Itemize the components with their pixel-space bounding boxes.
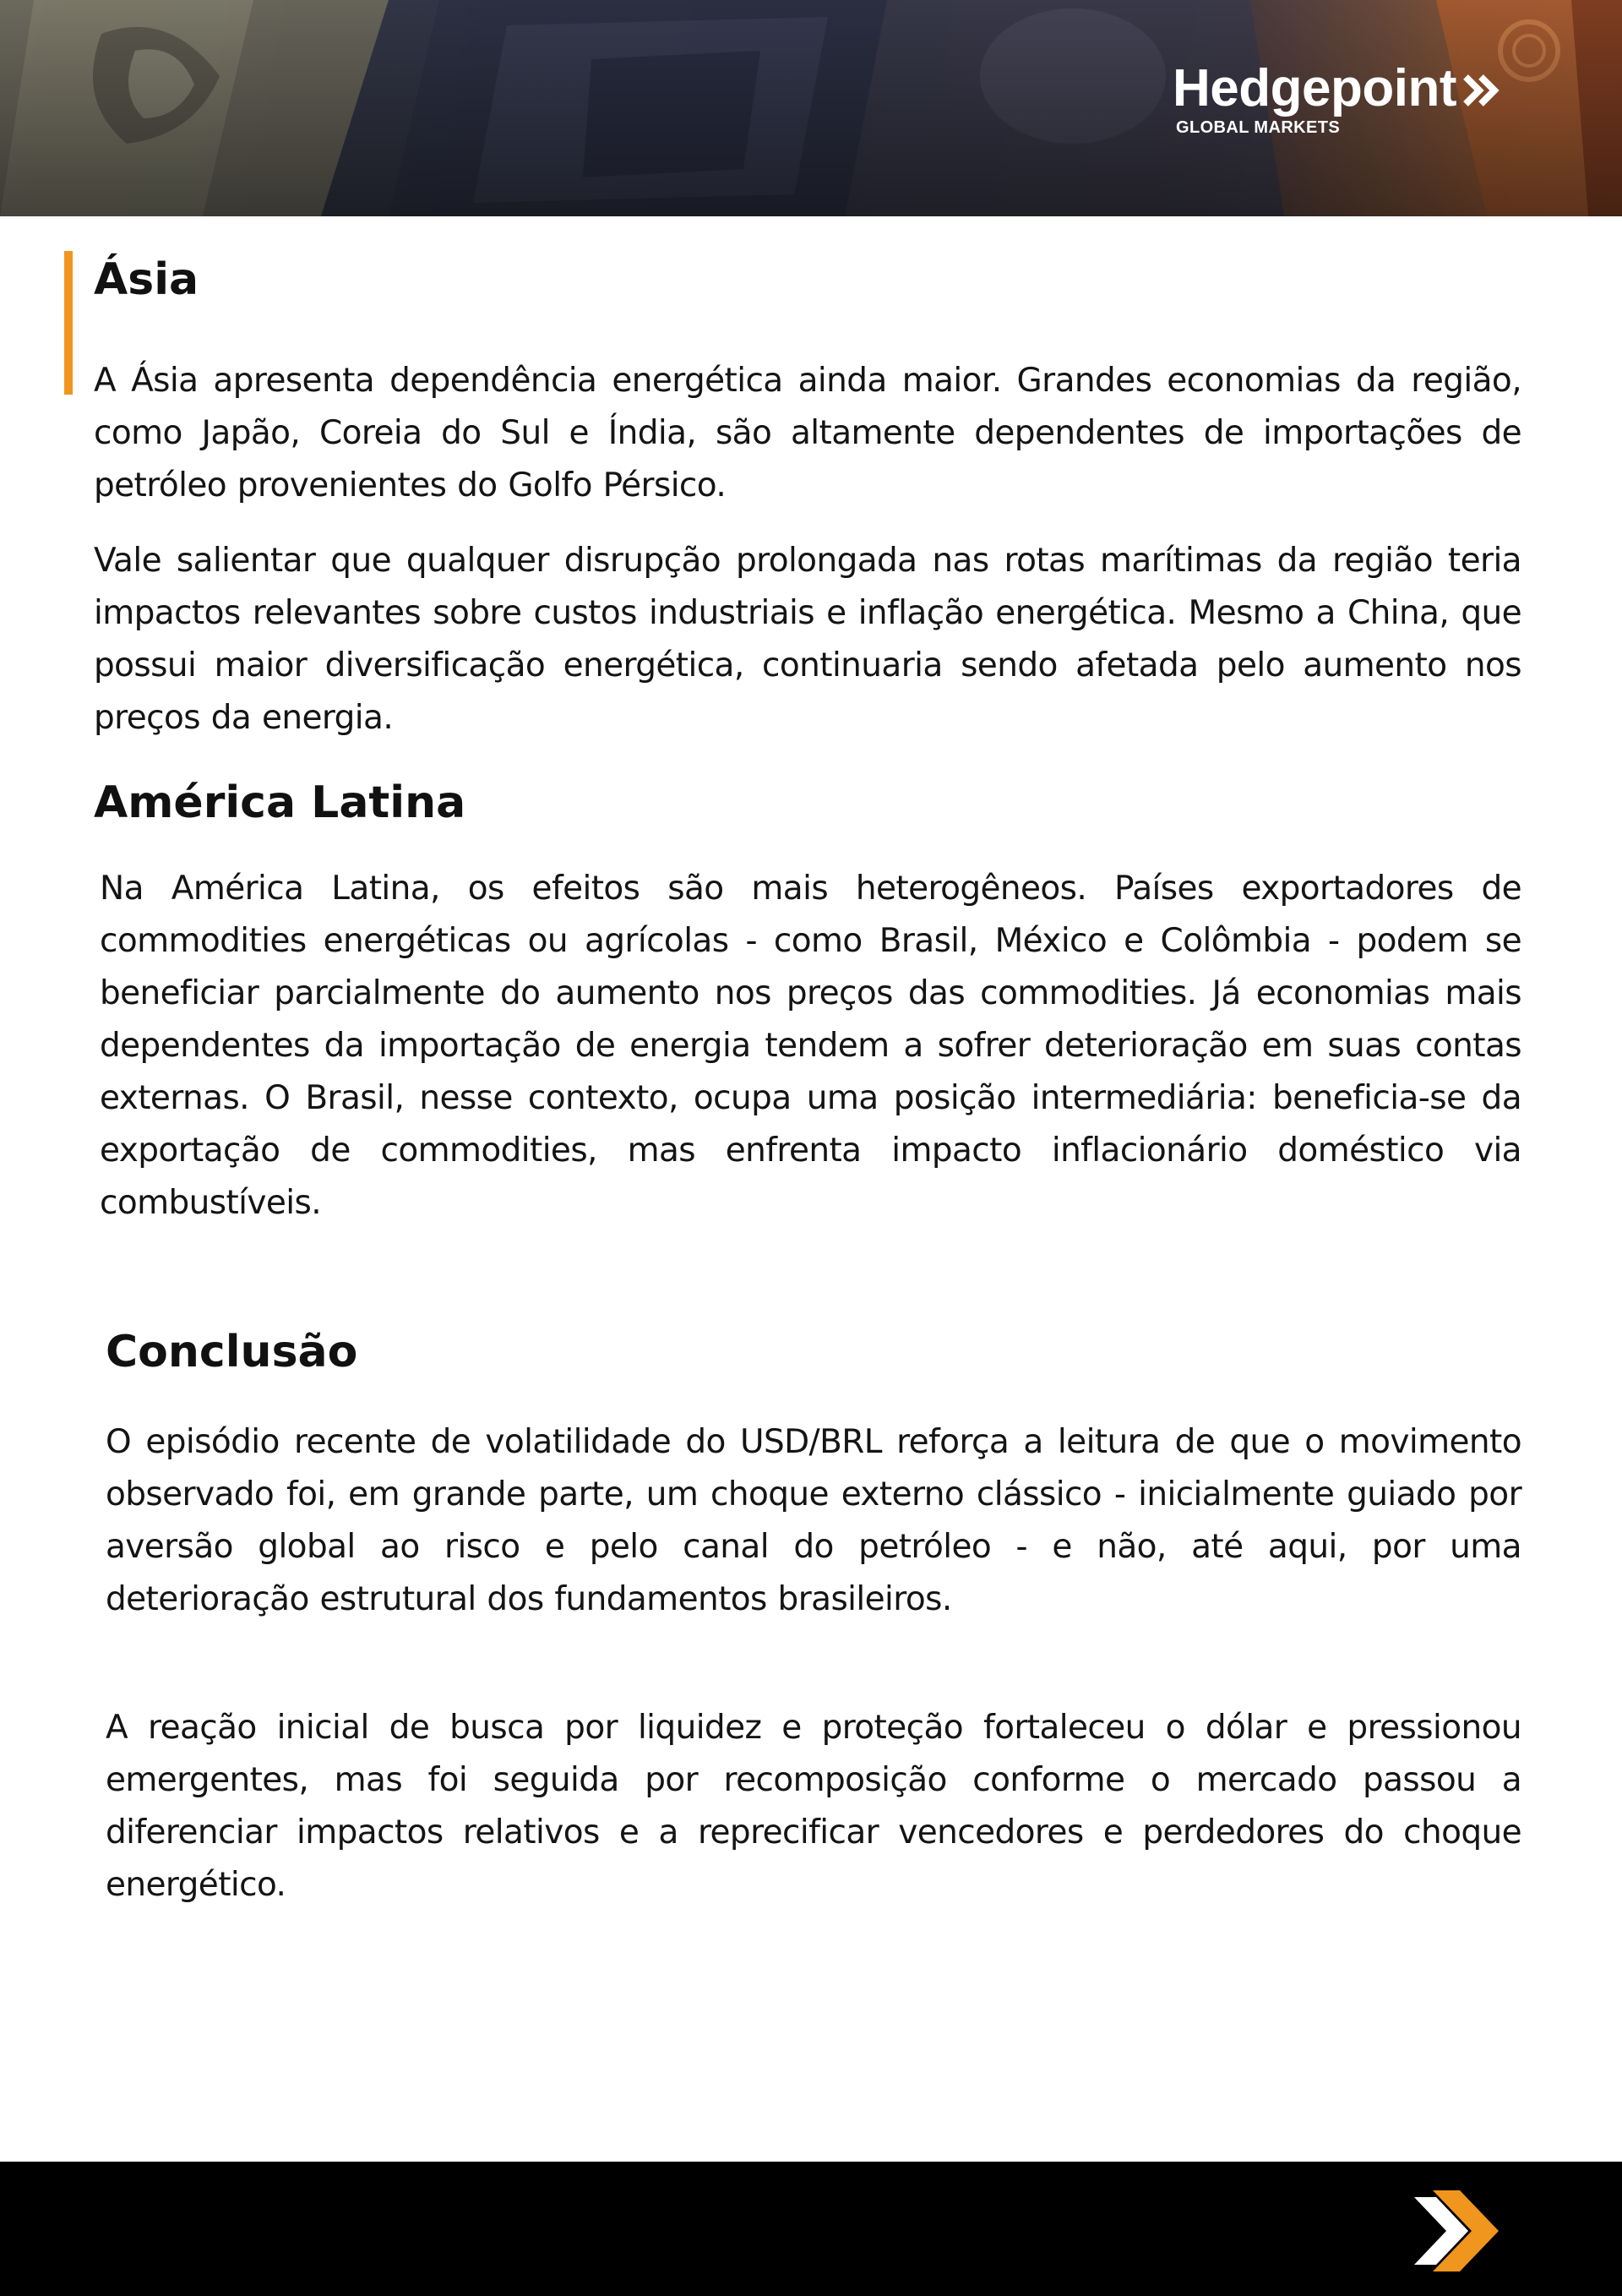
paragraph-conclusao-2: A reação inicial de busca por liquidez e proteção fortaleceu o dólar e pressionou emergentes, mas foi seguida por recomposição conforme o mercado passou a diferenciar impactos relativos e a reprecificar vencedores e perdedores do choque energético. (106, 1709, 1521, 1904)
hedgepoint-logo[interactable] (1173, 61, 1544, 138)
paragraph-asia-2: Vale salientar que qualquer disrupção prolongada nas rotas marítimas da região teria impactos relevantes sobre custos industriais e inflação energética. Mesmo a China, que possui maior diversificação energética, continuaria sendo afetada pelo aumento nos preços da energia. (94, 542, 1521, 737)
page-footer (0, 2162, 1622, 2296)
section-title-latam: América Latina (94, 777, 466, 828)
double-chevron-icon (1462, 74, 1501, 107)
paragraph-conclusao-1: O episódio recente de volatilidade do USD/BRL reforça a leitura de que o movimento observado foi, em grande parte, um choque externo clássico - inicialmente guiado por aversão global ao risco e pelo canal do petróleo - e não, até aqui, por uma deterioração estrutural dos fundamentos brasileiros. (106, 1423, 1521, 1618)
paragraph-latam-1: Na América Latina, os efeitos são mais heterogêneos. Países exportadores de commodities energéticas ou agrícolas - como Brasil, México e Colômbia - podem se beneficiar parcialmente do aumento nos preços das commodities. Já economias mais dependentes da importação de energia tendem a sofrer deterioração em suas contas externas. O Brasil, nesse contexto, ocupa uma posição intermediária: beneficia-se da exportação de commodities, mas enfrenta impacto inflacionário doméstico via combustíveis. (100, 870, 1521, 1222)
section-title-asia: Ásia (94, 254, 199, 305)
section-accent-bar (64, 251, 73, 395)
logo-wordmark: Hedgepoint (1173, 59, 1456, 117)
section-title-conclusao: Conclusão (106, 1327, 358, 1377)
paragraph-asia-1: A Ásia apresenta dependência energética ainda maior. Grandes economias da região, como Japão, Coreia do Sul e Índia, são altamente dependentes de importações de petróleo provenientes do Golfo Pérsico. (94, 362, 1521, 504)
header-banner (0, 0, 1622, 216)
logo-tagline: GLOBAL MARKETS (1176, 118, 1341, 137)
double-chevron-icon (1411, 2187, 1512, 2275)
